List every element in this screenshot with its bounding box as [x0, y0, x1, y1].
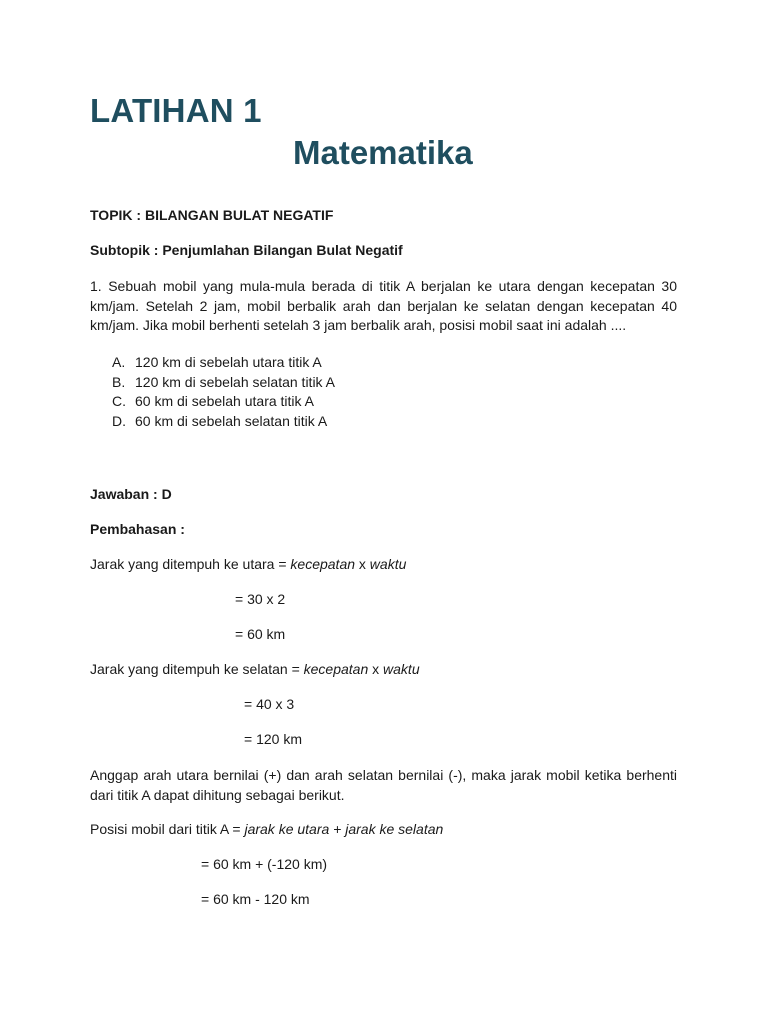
discussion-label: Pembahasan : — [90, 521, 185, 537]
north-distance-line — [90, 555, 406, 575]
south-step-2: = 120 km — [244, 731, 302, 747]
north-step-2: = 60 km — [235, 626, 286, 642]
south-formula-op: x — [368, 661, 384, 677]
subject-title: Matematika — [293, 134, 473, 171]
answer-options — [112, 353, 335, 432]
north-formula-a: kecepatan — [290, 556, 356, 572]
north-formula-b: waktu — [369, 556, 407, 572]
option-text: 120 km di sebelah selatan titik A — [135, 373, 336, 390]
south-step-1: = 40 x 3 — [244, 696, 295, 712]
south-distance-line — [90, 660, 420, 680]
south-prefix: Jarak yang ditempuh ke selatan = — [90, 661, 304, 677]
north-step-1: = 30 x 2 — [235, 591, 286, 607]
position-line — [90, 820, 443, 840]
north-formula-op: x — [355, 556, 370, 572]
option-text: 120 km di sebelah utara titik A — [135, 354, 322, 370]
option-d — [112, 412, 335, 432]
option-b — [112, 373, 335, 393]
option-text: 60 km di sebelah selatan titik A — [135, 413, 328, 430]
position-prefix: Posisi mobil dari titik A = — [90, 821, 245, 837]
south-formula-a: kecepatan — [303, 661, 369, 677]
position-formula: jarak ke utara + jarak ke selatan — [244, 821, 444, 837]
question-text: 1. Sebuah mobil yang mula-mula berada di titik A berjalan ke utara dengan kecepatan 30 km/jam. Setelah 2 jam, mobil berbalik arah dan berjalan ke selatan dengan kecepatan 40 km/jam. Jika mobil berhenti setelah 3 jam berbalik arah, posisi mobil saat ini adalah .... — [90, 278, 677, 333]
option-c — [112, 392, 335, 412]
answer-line: Jawaban : D — [90, 486, 172, 502]
option-letter: D. — [112, 413, 126, 430]
option-letter: B. — [112, 373, 126, 390]
topic-line: TOPIK : BILANGAN BULAT NEGATIF — [90, 207, 334, 223]
option-text: 60 km di sebelah utara titik A — [135, 393, 314, 410]
exercise-title: LATIHAN 1 — [90, 92, 262, 129]
assumption-paragraph: Anggap arah utara bernilai (+) dan arah selatan bernilai (-), maka jarak mobil ketika berhenti dari titik A dapat dihitung sebagai berikut. — [90, 767, 677, 803]
option-letter: C. — [112, 393, 126, 410]
subtopic-line: Subtopik : Penjumlahan Bilangan Bulat Negatif — [90, 242, 403, 258]
option-letter: A. — [112, 354, 126, 370]
north-prefix: Jarak yang ditempuh ke utara = — [90, 556, 291, 572]
south-formula-b: waktu — [383, 661, 420, 677]
position-step-2: = 60 km - 120 km — [201, 891, 310, 907]
option-a — [112, 353, 335, 373]
position-step-1: = 60 km + (-120 km) — [201, 856, 328, 872]
